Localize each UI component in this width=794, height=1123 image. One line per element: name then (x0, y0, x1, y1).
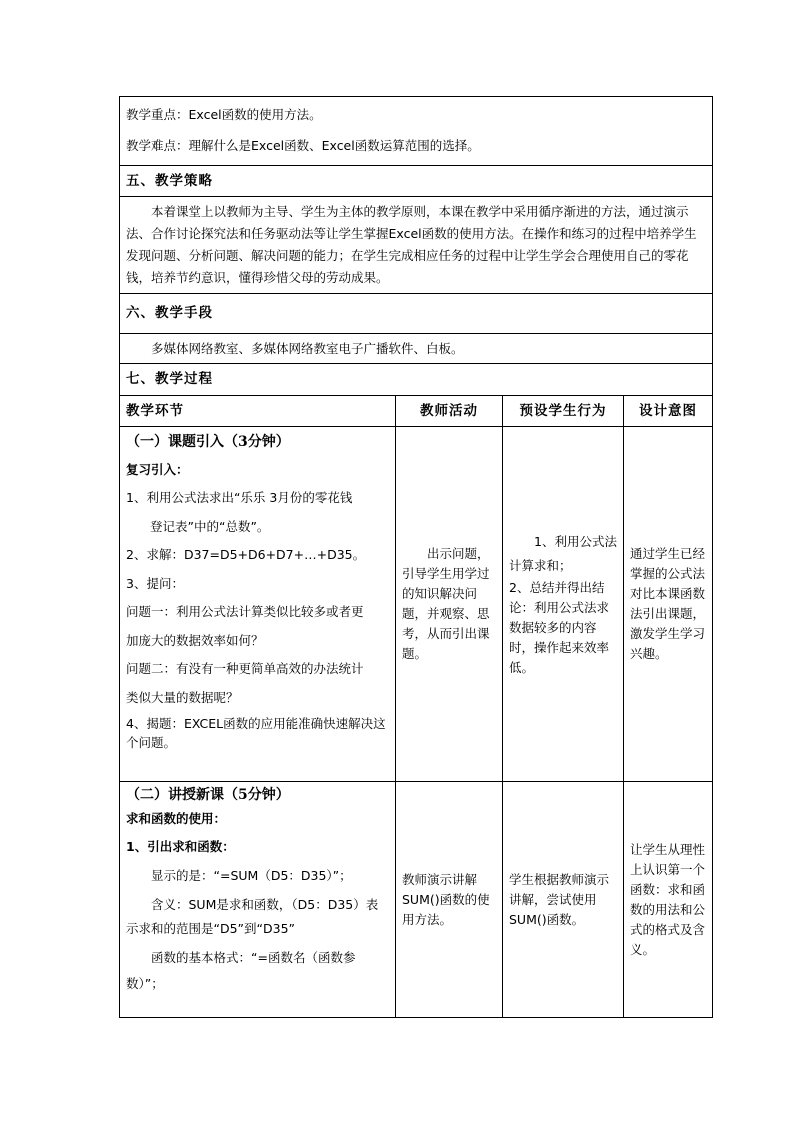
stage-1-line: 3、提问： (126, 575, 184, 591)
stage-1-teacher-activity: 出示问题，引导学生用学过的知识解决问题，并观察、思考，从而引出课题。 (402, 546, 490, 662)
section-6-body-row (120, 333, 713, 363)
stage-2-sub-1: 求和函数的使用： (126, 810, 227, 826)
section-6-title: 六、教学手段 (120, 293, 713, 333)
section-5-title-row (120, 165, 713, 197)
stage-2-format: 函数的基本格式：“=函数名（函数参数）”； (126, 949, 356, 992)
section-5-title: 五、教学策略 (120, 165, 713, 197)
key-point: 教学重点：Excel函数的使用方法。 (126, 107, 322, 122)
header-stage: 教学环节 (120, 396, 396, 427)
stage-1-line: 1、利用公式法求出“乐乐 3月份的零花钱 (126, 490, 353, 506)
stage-1-line: 2、求解：D37=D5+D6+D7+…+D35。 (126, 547, 366, 563)
difficult-point: 教学难点：理解什么是Excel函数、Excel函数运算范围的选择。 (126, 138, 480, 154)
stage-1-line: 登记表”中的“总数”。 (150, 518, 270, 534)
section-6-body: 多媒体网络教室、多媒体网络教室电子广播软件、白板。 (151, 340, 464, 356)
stage-1-student-behavior-2: 2、总结并得出结论：利用公式法求数据较多的内容时，操作起来效率低。 (509, 579, 610, 675)
process-table-header (120, 396, 713, 427)
section-5-body: 本着课堂上以教师为主导、学生为主体的教学原则，本课在教学中采用循序渐进的方法，通过演示法、合作讨论探究法和任务驱动法等让学生掌握Excel函数的使用方法。在操作和练习的过程中培养学生发现问题、分析问题、解决问题的能力；在学生完成相应任务的过程中让学生学会合理使用自己的零花钱，培养节约意识，懂得珍惜父母的劳动成果。 (126, 204, 697, 286)
stage-1-line: 问题一：利用公式法计算类似比较多或者更 (126, 604, 364, 620)
header-teacher: 教师活动 (396, 396, 503, 427)
stage-2-title: （二）讲授新课（5分钟） (126, 787, 290, 804)
stage-2-teacher-activity: 教师演示讲解SUM()函数的使用方法。 (402, 871, 490, 927)
stage-1-row (120, 427, 713, 782)
key-point-row (120, 97, 713, 166)
header-student: 预设学生行为 (503, 396, 624, 427)
stage-1-title: （一）课题引入（3分钟） (126, 434, 290, 451)
section-7-title-row (120, 364, 713, 396)
stage-1-line: 问题二：有没有一种更简单高效的办法统计 (126, 661, 364, 677)
stage-2-row (120, 782, 713, 1018)
stage-2-student-behavior: 学生根据教师演示讲解，尝试使用SUM()函数。 (509, 871, 610, 927)
stage-2-meaning: 含义：SUM是求和函数，（D5：D35）表示求和的范围是“D5”到“D35” (126, 897, 379, 937)
stage-2-design-intent: 让学生从理性上认识第一个函数：求和函数的用法和公式的格式及含义。 (630, 841, 706, 957)
lesson-plan-table (119, 96, 713, 1018)
stage-1-design-intent: 通过学生已经掌握的公式法对比本课函数法引出课题，激发学生学习兴趣。 (630, 546, 706, 662)
section-6-title-row (120, 293, 713, 333)
section-5-body-row (120, 197, 713, 294)
stage-1-line: 类似大量的数据呢？ (126, 689, 239, 705)
stage-2-shown: 显示的是：“=SUM（D5：D35）”； (151, 867, 352, 883)
stage-1-student-behavior-1: 1、利用公式法计算求和； (509, 534, 617, 574)
header-intent: 设计意图 (624, 396, 713, 427)
stage-1-line: 加庞大的数据效率如何？ (126, 632, 264, 648)
stage-1-line: 4、揭题：EXCEL函数的应用能准确快速解决这个问题。 (126, 716, 386, 751)
lesson-plan-page (119, 96, 712, 1018)
stage-2-sub-2: 1、引出求和函数： (126, 839, 235, 855)
section-7-title: 七、教学过程 (120, 364, 713, 396)
stage-1-line: 复习引入： (126, 461, 189, 477)
